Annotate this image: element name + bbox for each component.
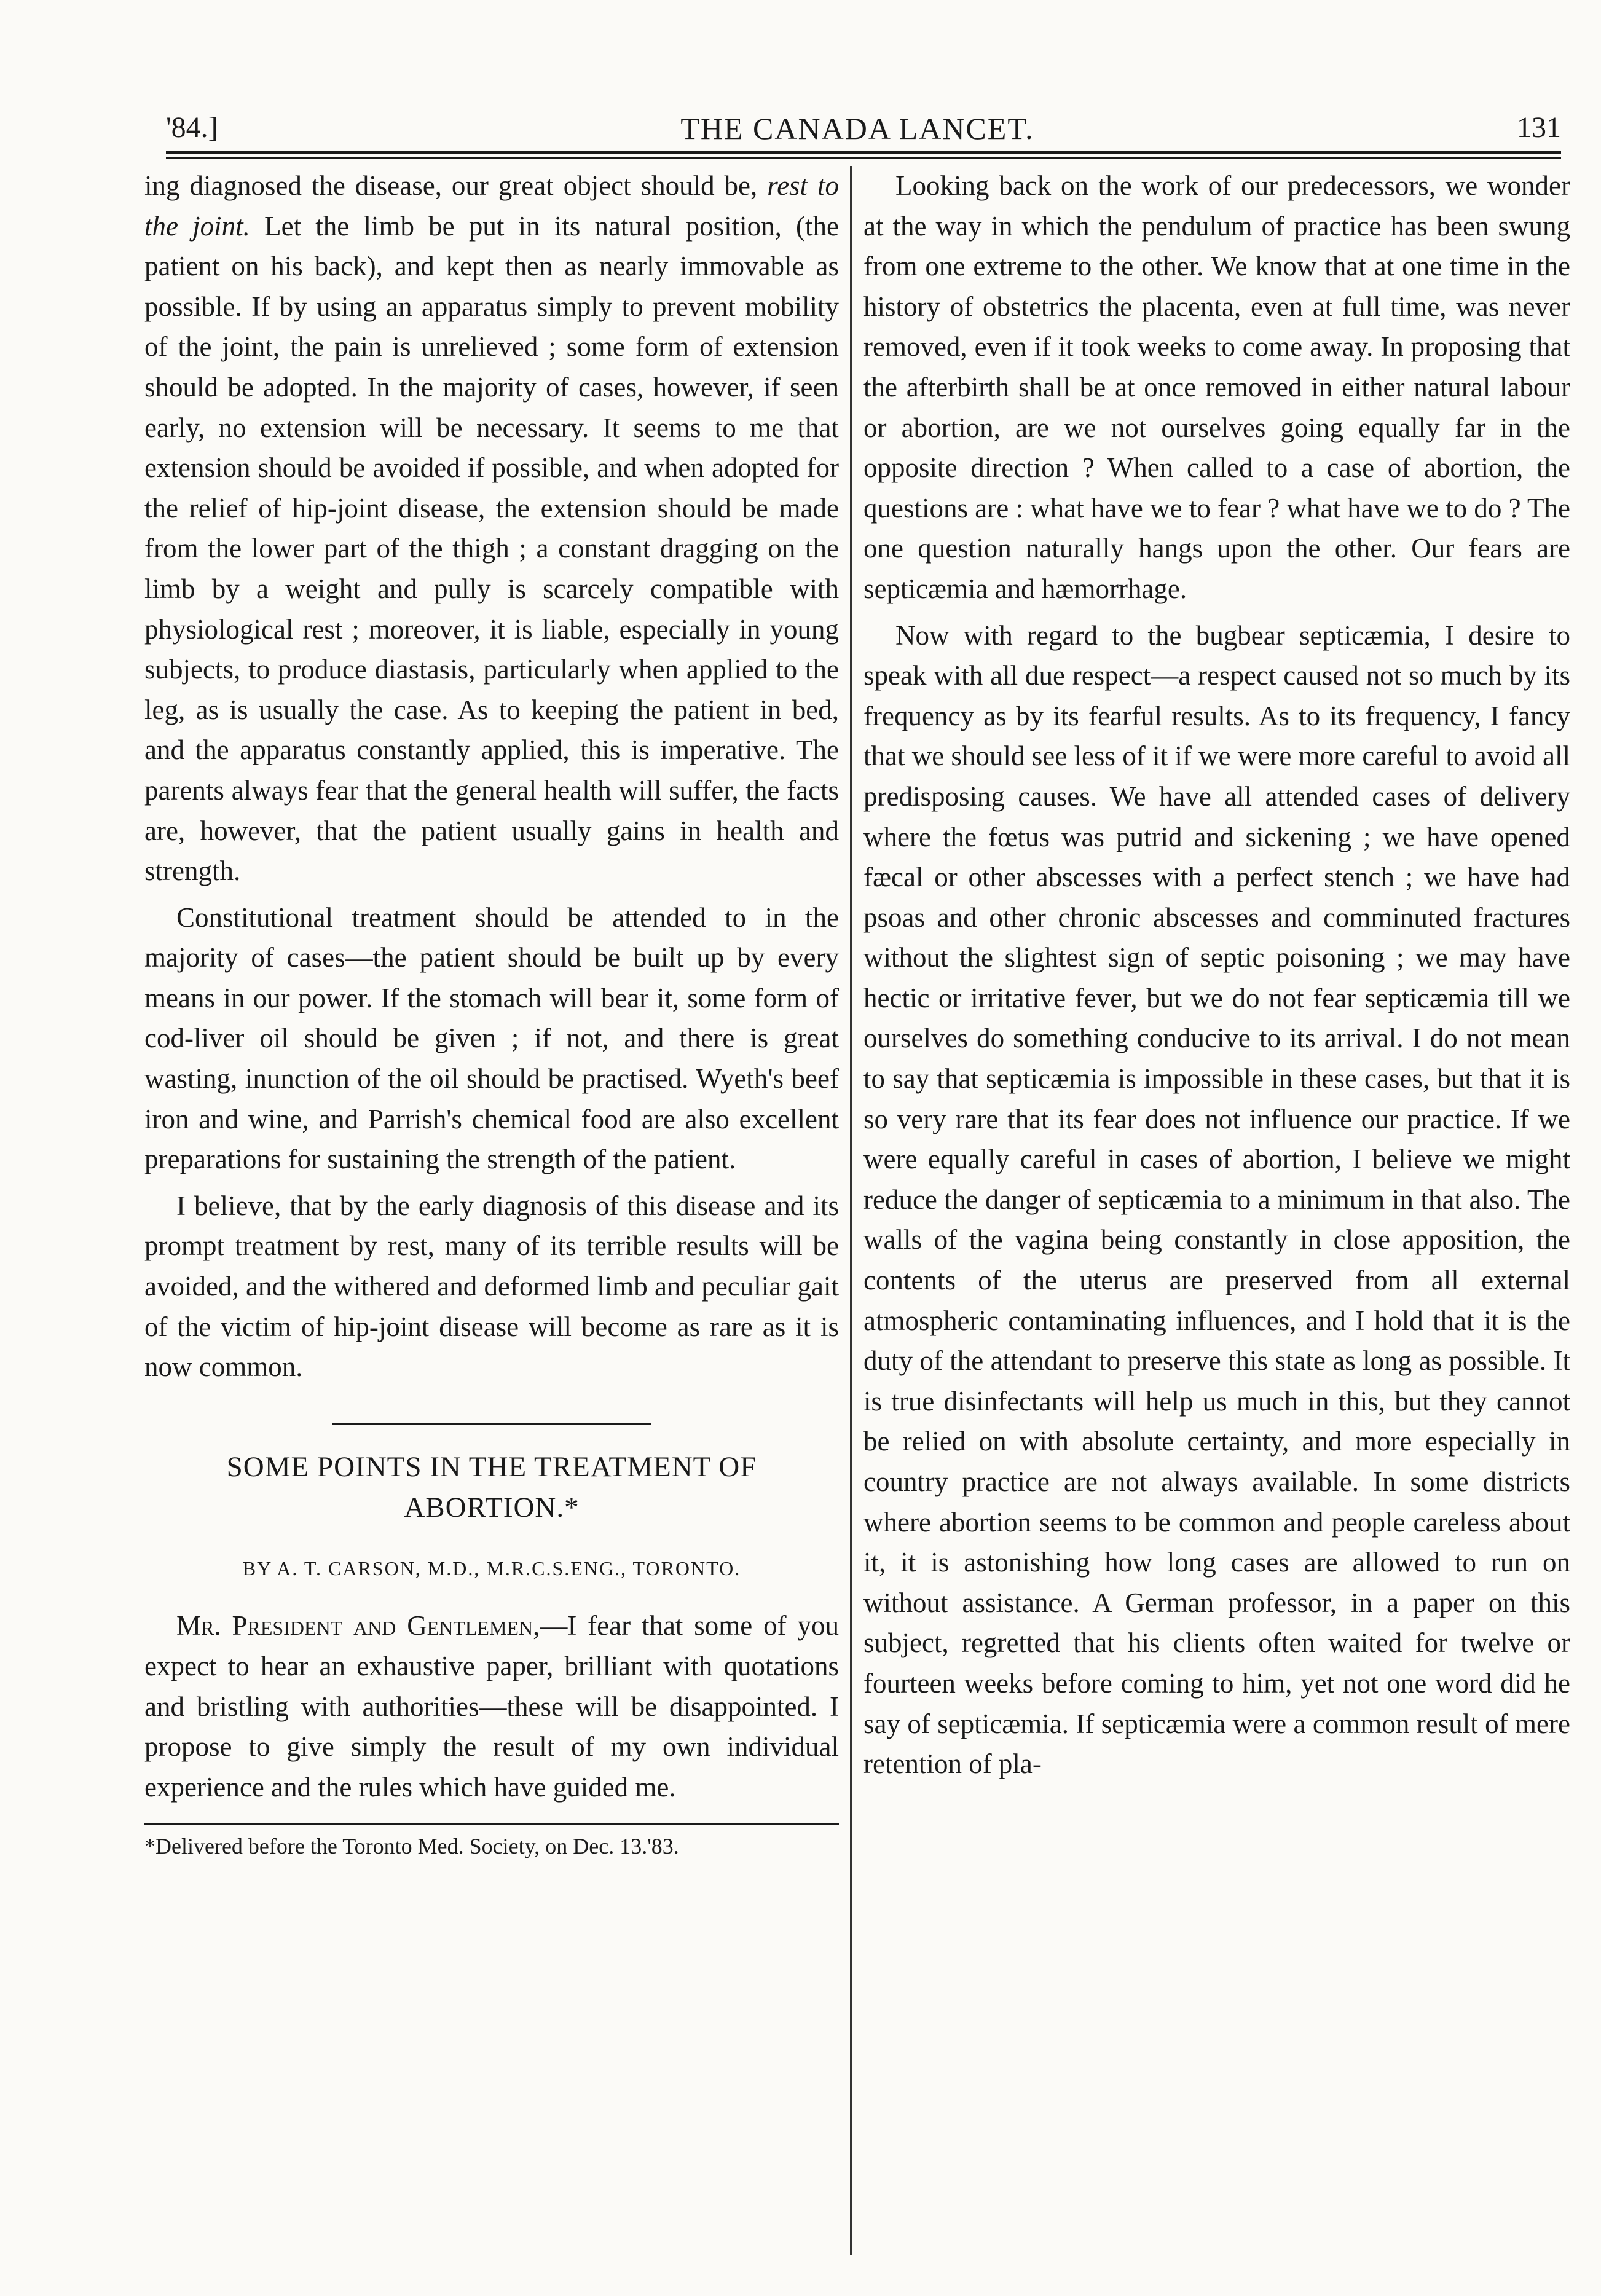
left-p4-text: —I fear that some of you expect to hear an exhaustive paper, brilliant with quotations and bristling with authorities—these will be disappointed. I propose to give simply the result of my own individual experience and the rules which have guided me. xyxy=(144,1610,839,1803)
running-header xyxy=(154,111,1561,154)
left-paragraph-1 xyxy=(144,166,839,892)
left-paragraph-2: Constitutional treatment should be attended to in the majority of cases—the patient should be built up by every means in our power. If the stomach will bear it, some form of cod-liver oil should be given ; if not, and there is great wasting, inunction of the oil should be practised. Wyeth's beef iron and wine, and Parrish's chemical food are also excellent preparations for sustaining the strength of the patient. xyxy=(144,902,839,1175)
left-paragraph-3: I believe, that by the early diagnosis of this disease and its prompt treatment by rest, many of its terrible results will be avoided, and the withered and deformed limb and peculiar gait of the victim of hip-joint disease will become as rare as it is now common. xyxy=(144,1190,839,1383)
footnote: *Delivered before the Toronto Med. Society, on Dec. 13.'83. xyxy=(144,1834,679,1859)
header-issue-year: '84.] xyxy=(166,111,218,144)
right-paragraph-1: Looking back on the work of our predecessors, we wonder at the way in which the pendulum of practice has been swung from one extreme to the other. We know that at one time in the history of obstetrics the placenta, even at full time, was never removed, even if it took weeks to come away. In proposing that the afterbirth shall be at once removed in either natural labour or abortion, are we not ourselves going equally far in the opposite direction ? When called to a case of abortion, the questions are : what have we to fear ? what have we to do ? The one question naturally hangs upon the other. Our fears are septicæmia and hæmorrhage. xyxy=(863,170,1570,604)
column-divider xyxy=(850,166,852,2255)
header-rule-thin xyxy=(166,157,1561,159)
left-p1-emphasis: rest to the joint. xyxy=(144,170,840,242)
footnote-rule xyxy=(144,1823,839,1825)
article-byline: BY A. T. CARSON, M.D., M.R.C.S.ENG., TORONTO. xyxy=(242,1557,741,1579)
right-column xyxy=(863,166,1570,1785)
journal-title: THE CANADA LANCET. xyxy=(680,111,1034,146)
salutation: Mr. President and Gentlemen, xyxy=(176,1610,540,1641)
article-title xyxy=(144,1447,839,1528)
article-title-line-1: SOME POINTS IN THE TREATMENT OF xyxy=(226,1450,757,1483)
right-paragraph-2: Now with regard to the bugbear septicæmia, I desire to speak with all due respect—a respect caused not so much by its frequency as by its fearful results. As to its frequency, I fancy that we should see less of it if we were more careful to avoid all predisposing causes. We have all attended cases of delivery where the fœtus was putrid and sickening ; we have opened fæcal or other abscesses with a perfect stench ; we have had psoas and other chronic abscesses and comminuted fractures without the slightest sign of septic poisoning ; we may have hectic or irritative fever, but we do not fear septicæmia till we ourselves do something conducive to its arrival. I do not mean to say that septicæmia is impossible in these cases, but that it is so very rare that its fear does not influence our practice. If we were equally careful in cases of abortion, I believe we might reduce the danger of septicæmia to a minimum in that also. The walls of the vagina being constantly in close apposition, the contents of the uterus are preserved from all external atmospheric contaminating influences, and I hold that it is the duty of the attendant to preserve this state as long as possible. It is true disinfectants will help us much in this, but they cannot be relied on with absolute certainty, and more especially in country practice are not always available. In some districts where abortion seems to be common and people careless about it, it is astonishing how long cases are allowed to run on without assistance. A German professor, in a paper on this subject, regretted that his clients often waited for twelve or fourteen weeks before coming to him, yet not one word did he say of septicæmia. If septicæmia were a common result of mere retention of pla- xyxy=(863,619,1570,1780)
page-number: 131 xyxy=(1517,111,1561,144)
left-p1-text-a: ing diagnosed the disease, our great object should be, xyxy=(144,170,758,201)
left-p1-text-b: Let the limb be put in its natural position, (the patient on his back), and kept then as nearly immovable as possible. If by using an apparatus simply to prevent mobility of the joint, the pain is unrelieved ; some form of extension should be adopted. In the majority of cases, however, if seen early, no extension will be necessary. It seems to me that extension should be avoided if possible, and when adopted for the relief of hip-joint disease, the extension should be made from the lower part of the thigh ; a constant dragging on the limb by a weight and pully is scarcely compatible with physiological rest ; moreover, it is liable, especially in young subjects, to produce diastasis, particularly when applied to the leg, as is usually the case. As to keeping the patient in bed, and the apparatus constantly applied, this is imperative. The parents always fear that the general health will suffer, the facts are, however, that the patient usually gains in health and strength. xyxy=(144,210,840,887)
section-separator xyxy=(144,1410,839,1434)
left-paragraph-4 xyxy=(144,1606,839,1807)
header-rule xyxy=(166,151,1561,154)
article-title-line-2: ABORTION.* xyxy=(404,1491,580,1523)
left-column xyxy=(144,166,839,1865)
